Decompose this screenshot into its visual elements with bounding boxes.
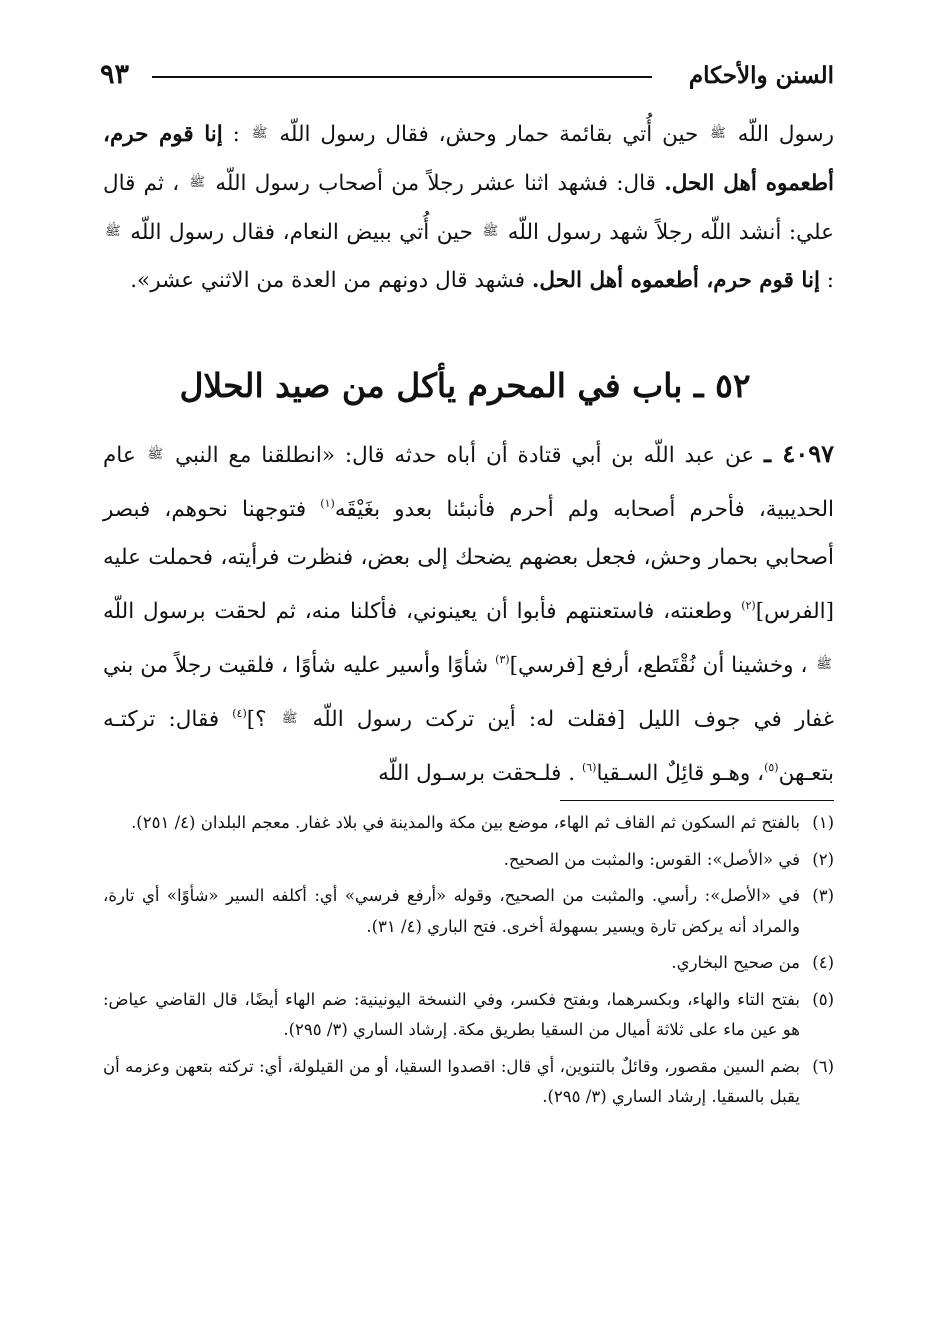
text-run: فشهد قال دونهم من العدة من الاثني عشر».	[130, 268, 532, 293]
text-run: عن عبد اللّه بن أبي قتادة أن أباه حدثه قال: «انطلقنا مع النبي	[165, 443, 765, 468]
text-run: وطعنته، فاستعنتهم فأبوا أن يعينوني، فأكلنا منه، ثم لحقت برسول اللّه	[103, 599, 742, 624]
text-run: :	[222, 122, 250, 147]
text-run: . فلـحقت برسـول اللّه	[378, 761, 582, 786]
footnote-number: (٣)	[812, 886, 834, 905]
salutation-glyph: ﷺ	[816, 657, 832, 672]
footnote-item	[103, 881, 834, 942]
footnote-item	[103, 1052, 834, 1113]
footnote-ref[interactable]: (٦)	[581, 761, 597, 774]
running-title: السنن والأحكام	[688, 62, 834, 89]
text-run: ، ثم قال علي: أنشد اللّه رجلاً شهد رسول اللّه	[103, 171, 834, 245]
bold-quote: إنا قوم حرم، أطعموه أهل الحل.	[531, 268, 820, 293]
footnote-ref[interactable]: (٢)	[741, 599, 756, 612]
footnotes	[103, 808, 834, 1119]
footnote-text: في «الأصل»: القوس: والمثبت من الصحيح.	[503, 849, 800, 869]
hadith-number: ٤٠٩٧ ـ	[764, 439, 834, 468]
salutation-glyph: ﷺ	[710, 126, 726, 141]
text-run: ؟]	[246, 707, 280, 732]
footnote-number: (٦)	[812, 1056, 834, 1076]
bold-quote: إنا قوم حرم، أطعموه أهل الحل.	[103, 122, 834, 196]
text-run: حين أُتي بقائمة حمار وحش، فقال رسول اللّه	[269, 122, 709, 147]
salutation-glyph: ﷺ	[105, 224, 121, 239]
text-run: ، وخشينا أن نُقْتَطع، أرفع [فرسي]	[509, 653, 815, 678]
salutation-glyph: ﷺ	[147, 447, 164, 462]
footnote-ref[interactable]: (٤)	[232, 707, 247, 720]
footnote-number: (٤)	[812, 953, 834, 972]
footnote-number: (٢)	[812, 849, 834, 869]
page-number: ٩٣	[100, 59, 130, 90]
text-run: حين أُتي ببيض النعام، فقال رسول اللّه	[122, 220, 481, 245]
footnote-ref[interactable]: (١)	[320, 497, 335, 510]
text-run: فقال: تركتـه بتعـهن	[103, 707, 834, 786]
footnote-item	[103, 808, 834, 839]
footnote-number: (١)	[812, 813, 834, 832]
footnote-separator	[560, 800, 834, 801]
footnote-item	[103, 845, 834, 876]
salutation-glyph: ﷺ	[281, 711, 298, 726]
salutation-glyph: ﷺ	[482, 224, 499, 239]
footnote-text: من صحيح البخاري.	[671, 953, 800, 972]
footnote-text: بضم السين مقصور، وقائلٌ بالتنوين، أي قال: اقصدوا السقيا، أو من القيلولة، أي: تركته بتعهن وعزمه أن يقبل بالسقيا. إرشاد الساري (٣/ ٢٩٥).	[103, 1056, 800, 1106]
page-header	[100, 60, 834, 94]
footnote-ref[interactable]: (٣)	[495, 653, 510, 666]
header-rule	[152, 76, 652, 78]
text-run: قال: فشهد اثنا عشر رجلاً من أصحاب رسول اللّه	[207, 171, 665, 196]
footnote-text: في «الأصل»: رأسي. والمثبت من الصحيح، وقوله «أرفع فرسي» أي: أكلفه السير «شأوًا» أي تارة، والمراد أنه يركض تارة ويسير بسهولة أخرى. فتح الباري (٤/ ٣١).	[103, 886, 800, 936]
footnote-number: (٥)	[812, 989, 834, 1009]
text-run: فتوجهنا نحوهم، فبصر أصحابي بحمار وحش، فجعل بعضهم يضحك إلى بعض، فنظرت فرأيته، فحملت عليه [الفرس]	[103, 497, 834, 624]
hadith-paragraph	[103, 430, 834, 798]
text-run: ، وهـو قائِلٌ السـقيا	[596, 761, 765, 786]
footnote-text: بفتح التاء والهاء، وبكسرهما، وبفتح فكسر، وفي النسخة اليونينية: ضم الهاء أيضًا، قال القاضي عياض: هو عين ماء على ثلاثة أميال من السقيا بطريق مكة. إرشاد الساري (٣/ ٢٩٥).	[103, 989, 800, 1039]
text-run: :	[819, 268, 834, 293]
text-run: رسول اللّه	[727, 122, 834, 147]
text-run: عام الحديبية، فأحرم أصحابه ولم أحرم فأنبئنا بعدو بغَيْقَه	[103, 443, 834, 522]
footnote-text: بالفتح ثم السكون ثم القاف ثم الهاء، موضع بين مكة والمدينة في بلاد غفار. معجم البلدان (٤/ ٢٥١).	[131, 813, 800, 832]
salutation-glyph: ﷺ	[189, 175, 206, 190]
footnote-item	[103, 985, 834, 1046]
text-run: شأوًا وأسير عليه شأوًا ، فلقيت رجلاً من بني غفار في جوف الليل [فقلت له: أين تركت رسول اللّه	[103, 653, 834, 732]
footnote-ref[interactable]: (٥)	[764, 761, 779, 774]
top-paragraph	[103, 110, 834, 305]
chapter-heading: ٥٢ ـ باب في المحرم يأكل من صيد الحلال	[179, 366, 751, 405]
footnote-item	[103, 948, 834, 979]
salutation-glyph: ﷺ	[251, 126, 268, 141]
